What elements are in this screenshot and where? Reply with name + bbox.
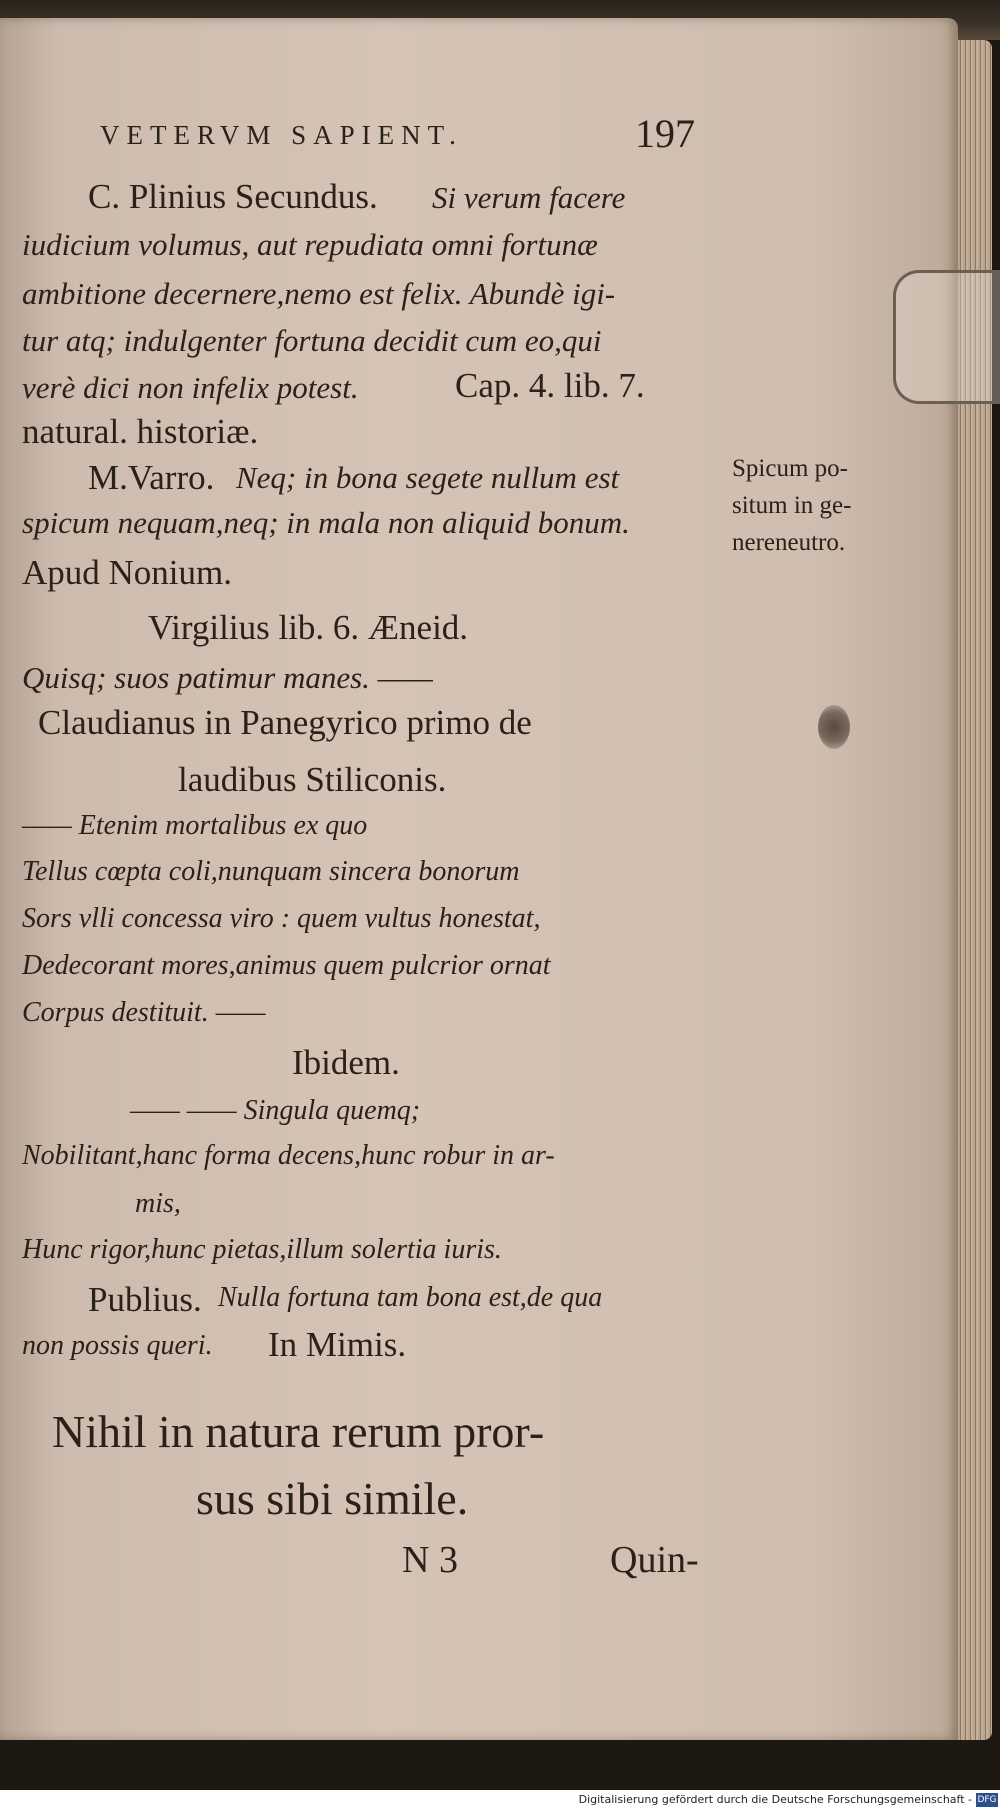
text-line: C. Plinius Secundus. <box>88 177 378 216</box>
text-line: Publius. <box>88 1280 202 1319</box>
text-line: tur atq; indulgenter fortuna decidit cum eo,qui <box>22 323 602 358</box>
text-line: natural. historiæ. <box>22 412 259 451</box>
section-heading: sus sibi simile. <box>196 1473 469 1524</box>
section-heading: Nihil in natura rerum pror- <box>52 1406 545 1457</box>
page-number: 197 <box>635 111 695 156</box>
catchword: Quin- <box>610 1539 699 1581</box>
running-title: VETERVM SAPIENT. <box>100 120 463 150</box>
margin-note: situm in ge- <box>732 492 852 519</box>
text-line: Dedecorant mores,animus quem pulcrior ornat <box>22 950 551 981</box>
text-line: Hunc rigor,hunc pietas,illum solertia iuris. <box>22 1234 502 1265</box>
text-line: Tellus cœpta coli,nunquam sincera bonorum <box>22 856 520 887</box>
text-line: Virgilius lib. 6. Æneid. <box>148 608 469 647</box>
margin-note: Spicum po- <box>732 455 848 482</box>
text-line: Cap. 4. lib. 7. <box>455 366 645 405</box>
text-line: mis, <box>135 1188 181 1219</box>
text-line: —— —— Singula quemq; <box>130 1095 421 1126</box>
text-line: M.Varro. <box>88 458 215 497</box>
text-line: —— Etenim mortalibus ex quo <box>22 810 368 841</box>
text-line: Ibidem. <box>292 1043 400 1082</box>
dfg-logo: DFG <box>977 1795 997 1805</box>
digitization-credit: Digitalisierung gefördert durch die Deutsche Forschungsgemeinschaft - <box>578 1793 972 1806</box>
text-line: iudicium volumus, aut repudiata omni fortunæ <box>22 227 598 262</box>
text-line: Nobilitant,hanc forma decens,hunc robur in ar- <box>22 1140 555 1171</box>
margin-note: nereneutro. <box>732 529 846 556</box>
text-line: non possis queri. <box>22 1330 213 1361</box>
text-line: In Mimis. <box>268 1325 407 1364</box>
signature-mark: N 3 <box>402 1539 458 1581</box>
text-line: Claudianus in Panegyrico primo de <box>38 703 532 742</box>
text-line: ambitione decernere,nemo est felix. Abundè igi- <box>22 276 616 311</box>
text-line: Sors vlli concessa viro : quem vultus honestat, <box>22 903 541 934</box>
text-line: Nulla fortuna tam bona est,de qua <box>218 1282 603 1313</box>
text-line: spicum nequam,neq; in mala non aliquid bonum. <box>22 505 630 540</box>
page-clip <box>893 270 1000 404</box>
text-line: laudibus Stiliconis. <box>178 760 447 799</box>
text-line: Neq; in bona segete nullum est <box>236 460 620 495</box>
text-line: Corpus destituit. —— <box>22 997 266 1028</box>
text-line: Quisq; suos patimur manes. —— <box>22 660 433 695</box>
text-line: verè dici non infelix potest. <box>22 370 359 405</box>
text-line: Apud Nonium. <box>22 553 232 592</box>
text-line: Si verum facere <box>432 180 626 215</box>
ink-stain <box>818 705 850 749</box>
